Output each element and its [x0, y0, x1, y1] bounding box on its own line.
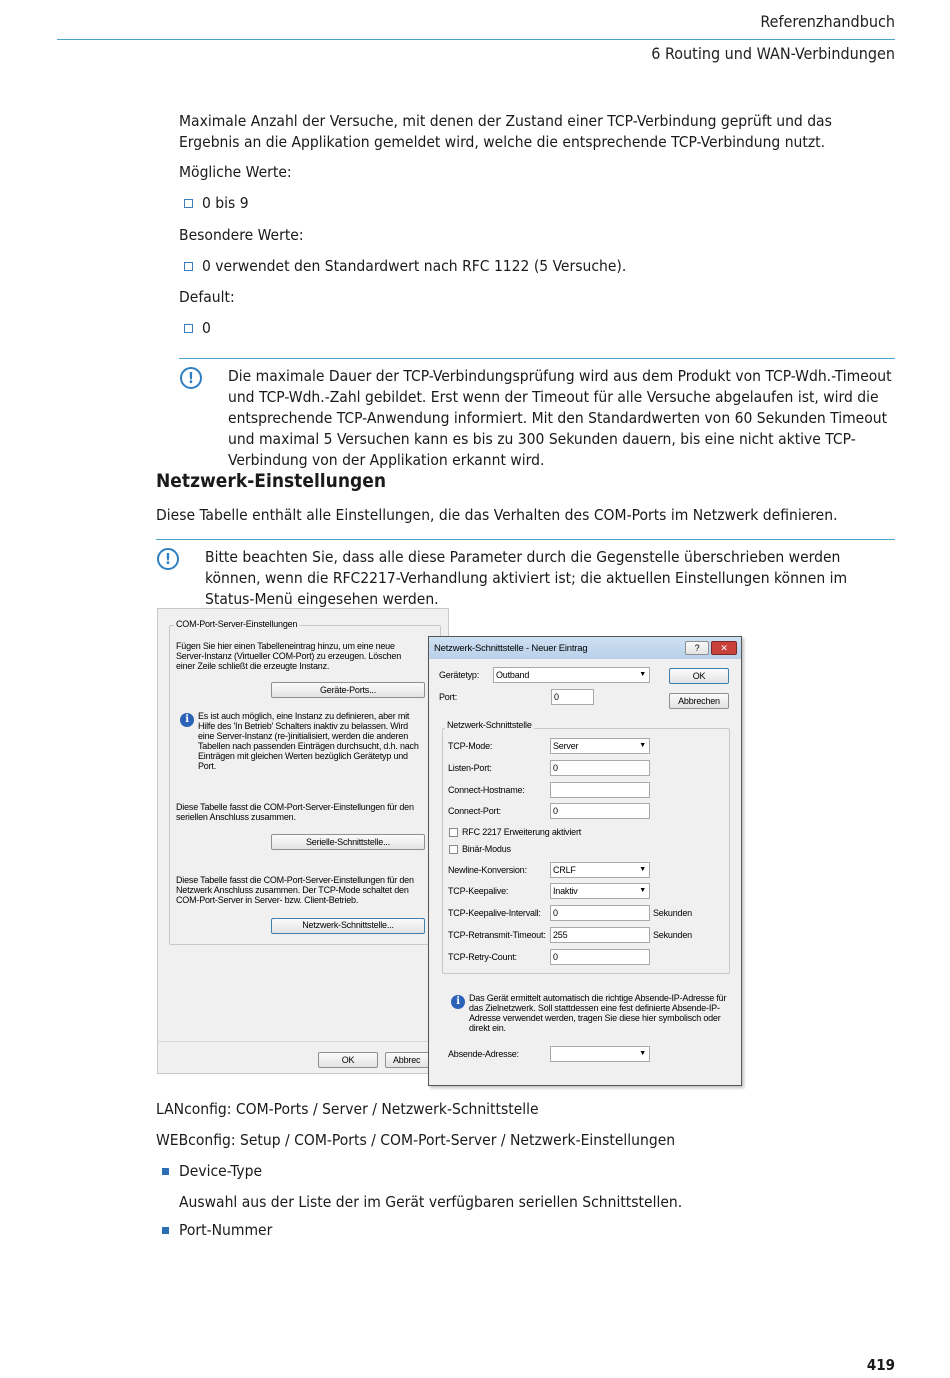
- ok-button[interactable]: OK: [669, 668, 729, 684]
- rfc2217-label: RFC 2217 Erweiterung aktiviert: [462, 827, 582, 837]
- possible-values-label: Mögliche Werte:: [179, 163, 292, 181]
- info-text: Das Gerät ermittelt automatisch die richtige Absende-IP-Adresse für das Zielnetzwerk. Soll stattdessen eine fest definierte Absende-IP-Adresse verwendet werden, tragen Sie diese hier symbolisch oder direkt ein.: [469, 993, 727, 1033]
- port-label: Port:: [439, 692, 458, 702]
- connect-hostname-label: Connect-Hostname:: [448, 785, 525, 795]
- info-text: Es ist auch möglich, eine Instanz zu definieren, aber mit Hilfe des 'In Betrieb' Schalters inaktiv zu belassen. Wird eine Server-Instanz (re-)initialisiert, werden die anderen Tabellen nach passenden Einträgen durchsucht, d.h. nach Einträgen mit gleichen Werten bezüglich Gerätetyp und Port.: [198, 711, 419, 771]
- note-rule: [179, 358, 895, 359]
- retry-count-input[interactable]: 0: [550, 949, 650, 965]
- connect-port-label: Connect-Port:: [448, 806, 501, 816]
- newline-value: CRLF: [553, 865, 576, 875]
- ok-button[interactable]: OK: [318, 1052, 378, 1068]
- exclamation-icon: !: [157, 548, 179, 570]
- cancel-button[interactable]: Abbrechen: [669, 693, 729, 709]
- network-interface-dialog: [428, 636, 742, 1086]
- retransmit-input[interactable]: 255: [550, 927, 650, 943]
- note-text: Die maximale Dauer der TCP-Verbindungsprüfung wird aus dem Produkt von TCP-Wdh.-Timeout und TCP-Wdh.-Zahl gebildet. Erst wenn der Timeout für alle Versuche abgelaufen ist, wird die entsprechende TCP-Anwendung informiert. Mit den Standardwerten von 60 Sekunden Timeout und maximal 5 Versuchen kann es bis zu 300 Sekunden dauern, bis eine nicht aktive TCP-Verbindung von der Applikation erkannt wird.: [228, 367, 892, 469]
- tcp-mode-label: TCP-Mode:: [448, 741, 493, 751]
- special-values-item: 0 verwendet den Standardwert nach RFC 1122 (5 Versuche).: [202, 257, 627, 275]
- retransmit-label: TCP-Retransmit-Timeout:: [448, 930, 546, 940]
- webconfig-path: WEBconfig: Setup / COM-Ports / COM-Port-Server / Netzwerk-Einstellungen: [156, 1131, 676, 1149]
- tcp-mode-select[interactable]: [550, 738, 650, 754]
- port-input[interactable]: 0: [551, 689, 594, 705]
- keepalive-value: Inaktiv: [553, 886, 578, 896]
- help-button[interactable]: ?: [685, 641, 709, 655]
- section-title: Netzwerk-Einstellungen: [156, 470, 387, 492]
- item-title: Port-Nummer: [179, 1221, 273, 1239]
- retry-count-label: TCP-Retry-Count:: [448, 952, 517, 962]
- connect-hostname-input[interactable]: [550, 782, 650, 798]
- exclamation-icon: !: [180, 367, 202, 389]
- possible-values-item: 0 bis 9: [202, 194, 249, 212]
- binary-mode-checkbox[interactable]: [449, 845, 458, 854]
- tcp-mode-value: Server: [553, 741, 579, 751]
- close-button[interactable]: ✕: [711, 641, 737, 655]
- keepalive-select[interactable]: [550, 883, 650, 899]
- serial-text: Diese Tabelle fasst die COM-Port-Server-Einstellungen für den seriellen Anschluss zusammen.: [176, 802, 414, 822]
- network-text: Diese Tabelle fasst die COM-Port-Server-Einstellungen für den Netzwerk Anschluss zusammen. Der TCP-Mode schaltet den COM-Port-Server in Server- bzw. Client-Betrieb.: [176, 875, 414, 905]
- device-type-select[interactable]: [493, 667, 650, 683]
- rfc2217-checkbox[interactable]: [449, 828, 458, 837]
- keepalive-interval-label: TCP-Keepalive-Intervall:: [448, 908, 541, 918]
- network-interface-button[interactable]: Netzwerk-Schnittstelle...: [271, 918, 425, 934]
- info-icon: i: [180, 713, 194, 727]
- note-text: Bitte beachten Sie, dass alle diese Parameter durch die Gegenstelle überschrieben werden können, wenn die RFC2217-Verhandlung aktiviert ist; die aktuellen Einstellungen können im Status-Menü eingesehen werden.: [205, 548, 848, 608]
- default-label: Default:: [179, 288, 235, 306]
- intro-text: Fügen Sie hier einen Tabelleneintrag hinzu, um eine neue Server-Instanz (Virtueller COM-Port) zu erzeugen. Löschen einer Zeile schließt die erzeugte Instanz.: [176, 641, 402, 671]
- newline-select[interactable]: [550, 862, 650, 878]
- device-type-label: Gerätetyp:: [439, 670, 480, 680]
- special-values-label: Besondere Werte:: [179, 226, 304, 244]
- list-bullet-icon: [162, 1168, 169, 1175]
- list-bullet-icon: [184, 199, 193, 208]
- section-description: Diese Tabelle enthält alle Einstellungen, die das Verhalten des COM-Ports im Netzwerk definieren.: [156, 506, 838, 524]
- newline-label: Newline-Konversion:: [448, 865, 527, 875]
- lanconfig-path: LANconfig: COM-Ports / Server / Netzwerk-Schnittstelle: [156, 1100, 539, 1118]
- list-bullet-icon: [162, 1227, 169, 1234]
- group-title: COM-Port-Server-Einstellungen: [176, 619, 298, 629]
- com-port-server-dialog: [157, 608, 449, 1074]
- header-book-title: Referenzhandbuch: [760, 12, 895, 31]
- header-chapter-title: 6 Routing und WAN-Verbindungen: [651, 44, 895, 63]
- keepalive-interval-input[interactable]: 0: [550, 905, 650, 921]
- keepalive-interval-unit: Sekunden: [653, 908, 692, 918]
- divider: [158, 1041, 448, 1042]
- keepalive-label: TCP-Keepalive:: [448, 886, 509, 896]
- device-type-value: Outband: [496, 670, 530, 680]
- listen-port-input[interactable]: 0: [550, 760, 650, 776]
- binary-mode-label: Binär-Modus: [462, 844, 511, 854]
- item-title: Device-Type: [179, 1162, 263, 1180]
- source-address-select[interactable]: [550, 1046, 650, 1062]
- list-bullet-icon: [184, 324, 193, 333]
- info-icon: i: [451, 995, 465, 1009]
- cancel-button[interactable]: Abbrec: [385, 1052, 448, 1068]
- page-number: 419: [866, 1356, 895, 1374]
- list-bullet-icon: [184, 262, 193, 271]
- note-rule: [156, 539, 895, 540]
- default-item: 0: [202, 319, 211, 337]
- dialog-title: Netzwerk-Schnittstelle - Neuer Eintrag: [434, 643, 588, 654]
- item-description: Auswahl aus der Liste der im Gerät verfügbaren seriellen Schnittstellen.: [179, 1193, 683, 1211]
- group-title: Netzwerk-Schnittstelle: [447, 720, 532, 730]
- source-address-label: Absende-Adresse:: [448, 1049, 519, 1059]
- serial-interface-button[interactable]: Serielle-Schnittstelle...: [271, 834, 425, 850]
- device-ports-button[interactable]: Geräte-Ports...: [271, 682, 425, 698]
- connect-port-input[interactable]: 0: [550, 803, 650, 819]
- listen-port-label: Listen-Port:: [448, 763, 492, 773]
- parameter-description: Maximale Anzahl der Versuche, mit denen der Zustand einer TCP-Verbindung geprüft und das Ergebnis an die Applikation gemeldet wird, welche die entsprechende TCP-Verbindung nutzt.: [179, 112, 832, 151]
- header-rule: [57, 39, 895, 40]
- retransmit-unit: Sekunden: [653, 930, 692, 940]
